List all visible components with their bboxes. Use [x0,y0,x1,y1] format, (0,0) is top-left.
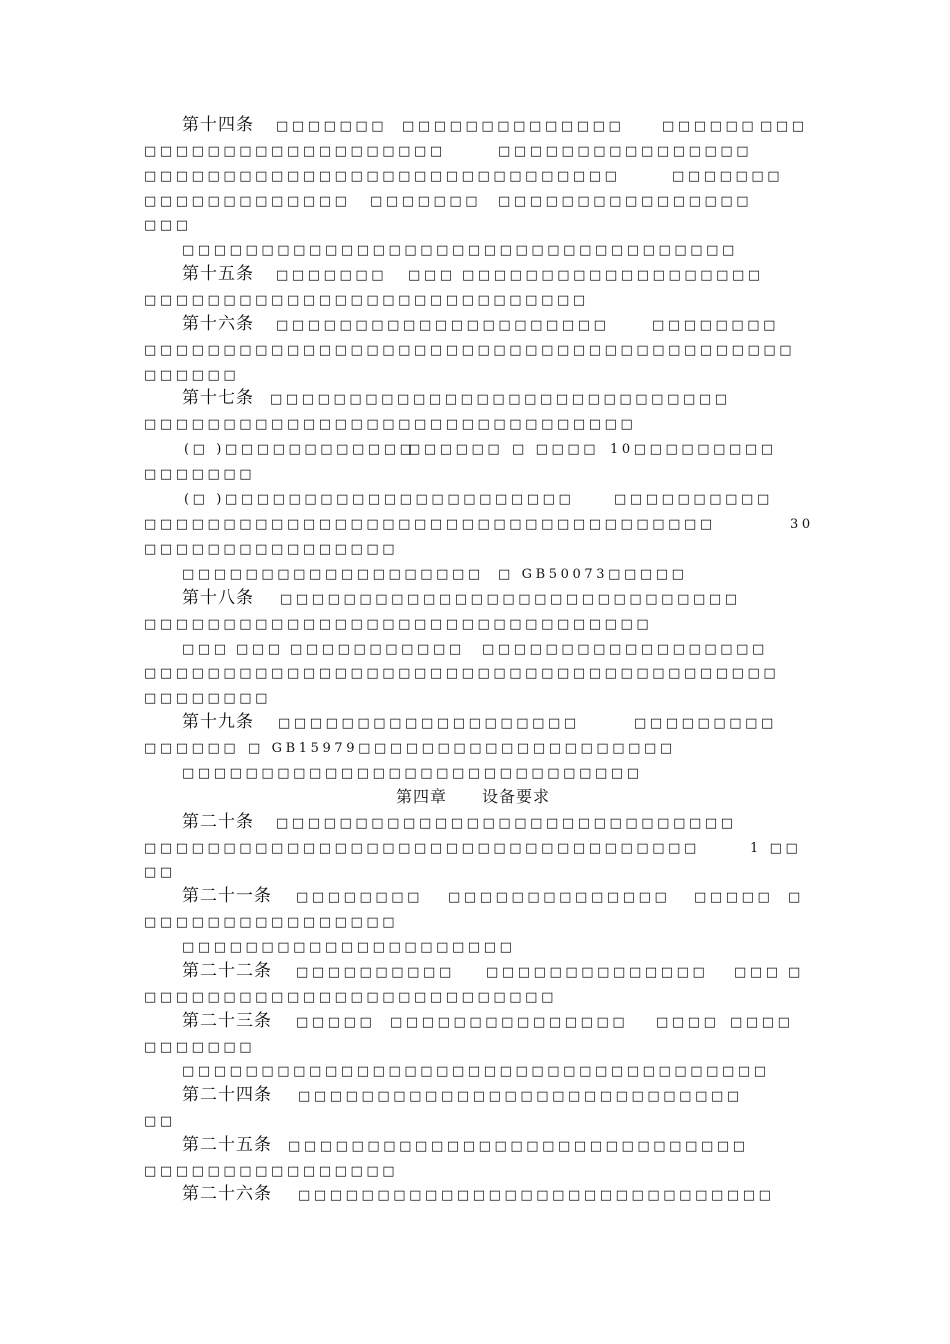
text-run: □□□□□□□□□□□□□□□□□□□□□□□□□□□□□ [270,392,731,407]
text-run: 30 [790,517,814,532]
article-23-heading: 第二十三条 [182,1011,272,1031]
text-run: □□□ [236,642,284,657]
article-26-heading: 第二十六条 [182,1184,272,1204]
text-run: □□□□□□□□□□□□□□□□□□□ [278,716,580,731]
text-run: □□□□□□□□□□□□□□□□□□□□□□□□□□□□□ [182,766,643,781]
text-run: □□□□□□□ [276,268,388,283]
text-run: □□□□□□□ [276,119,388,134]
text-run: □□ [144,1114,176,1129]
text-run: □□□□□□□□□□□□□□□□□□□ [462,268,764,283]
text-run: □□□ [760,119,808,134]
text-run: □□□□□□□□□□□□□ [144,194,351,209]
article-22-heading: 第二十二条 [182,961,272,981]
text-run: □□□ [144,218,192,233]
text-run: □□□□ [656,1015,720,1030]
article-17-heading: 第十七条 [182,388,254,408]
text-run: □□□□□□□□□□□ [290,642,465,657]
article-19-heading: 第十九条 [182,712,254,732]
article-18-heading: 第十八条 [182,588,254,608]
text-run: □□□□□□ [662,119,758,134]
text-run: □□□□□□□□□□□□□□□□□□□□□□□□□□□□□ [276,816,737,831]
text-run: □□□□□□□□□□□□□□□□□□□□□□□□□□□□□□ [298,1188,775,1203]
text-run: □□□□□□□□□□□□□□□□□□□□□□□□□□□□□□□□□□□□□□□□□ [144,343,796,358]
text-run: □□□□□□□□□□□□□□□□ [144,1164,399,1179]
text-run: □□□□□□□□□□□□□□□□ [144,542,399,557]
chapter-number: 第四章 [396,787,448,806]
text-run: □□□□□□□□□□□□□□□□□□□□□ [182,940,516,955]
text-run: □□□□□□ [144,741,240,756]
text-run: □□□□□□□□□□□□□□ [486,965,709,980]
text-run: □□□□□□□□□□□□□□□□□□□□□□□□□□□□□□□□□□□ [182,243,738,258]
text-run: □□□□□□□□□□ [296,965,455,980]
text-run: □□□□□ [694,890,774,905]
text-run: □□□□□□□□□□□□□□ [448,890,671,905]
text-run: □□□□□□□□ [144,691,272,706]
text-run: □□□ [182,642,230,657]
text-run: □□□□□□□□□□□□□□□□□□□□□□□□□□□□□□ [144,169,621,184]
text-run: □□□□□□□□□□□□□□□□□□□□□□□□□□□□ [298,1089,743,1104]
text-run: □ [788,965,804,980]
text-run: □ GB15979□□□□□□□□□□□□□□□□□□□□ [248,741,676,756]
text-run: □□□□□□□□ [652,318,780,333]
chapter-title: 设备要求 [482,787,551,806]
text-run: □□□□□□□□□□□□□□□□□□□□□□□□□□□□□ [288,1139,749,1154]
text-run: □□□□□□□□□□□□□□□□□□□□□□□□□□□□□□□□□□□□□□□□ [144,666,780,681]
text-run: 10□□□□□□□□□ [610,442,777,457]
article-14-heading: 第十四条 [182,115,254,135]
text-run: □□ [144,865,176,880]
text-run: □□□□□□□□□ [634,716,777,731]
text-run: □□□□□□ [408,442,504,457]
text-run: □□□ [734,965,782,980]
text-run: □□□ [408,268,456,283]
text-run: □□□□□□□□□□□□□□□□□□□□□□□□□□ [144,990,557,1005]
text-run: 1 □□ [750,841,802,856]
text-run: □□□□□□□□□□□□□□□□□□□□□□□□□□□□□□□□□□□□ [144,517,716,532]
text-run: □□□□□□□□□□□□□□□□ [498,144,753,159]
text-run: □□□□□□□ [144,467,256,482]
text-run: □□□□□□□□ [296,890,424,905]
text-run: □□□□□□□ [370,194,482,209]
text-run: □□□□□□□□□□□□□□□□□□□□□□□□□□□□ [144,293,589,308]
text-run: □ □□□□ [512,442,600,457]
article-16-heading: 第十六条 [182,314,254,334]
text-run: □□□□□□□□□□□□□□□□□□□□□□□□□□□□□□□□□□□ [144,841,700,856]
text-run: □□□□ [730,1015,794,1030]
article-15-heading: 第十五条 [182,264,254,284]
text-run: □□□□□□□□□□□□□□□□□□ [482,642,768,657]
text-run: □□□□□□□□□□□□□□□□□□□□□□□□□□□□□□□□□□□□□ [182,1064,770,1079]
text-run: □□□□□□ [144,368,240,383]
text-run: □□□□□□□□□□□□□□□□□□□□□□□□□□□□□□□ [144,417,637,432]
text-run: □ GB50073□□□□□ [498,567,688,582]
text-run: □□□□□□□□□□□□□□□□ [498,194,753,209]
text-run: (□ )□□□□□□□□□□□□ [184,442,416,457]
text-run: □ [788,890,804,905]
text-run: □□□□□□□□□□ [614,492,773,507]
article-24-heading: 第二十四条 [182,1085,272,1105]
text-run: □□□□□□□□□□□□□□□ [390,1015,629,1030]
article-21-heading: 第二十一条 [182,886,272,906]
text-run: (□ )□□□□□□□□□□□□□□□□□□□□□□ [184,492,575,507]
text-run: □□□□□□□□□□□□□□□□□□□ [182,567,484,582]
text-run: □□□□□ [296,1015,376,1030]
text-run: □□□□□□□□□□□□□□□□ [144,915,399,930]
text-run: □□□□□□□□□□□□□□□□□□□ [144,144,446,159]
article-25-heading: 第二十五条 [182,1135,272,1155]
text-run: □□□□□□□□□□□□□□□□□□□□□ [276,318,610,333]
text-run: □□□□□□□ [144,1040,256,1055]
article-20-heading: 第二十条 [182,812,254,832]
text-run: □□□□□□□□□□□□□□□□□□□□□□□□□□□□□ [280,592,741,607]
text-run: □□□□□□□□□□□□□□□□□□□□□□□□□□□□□□□□ [144,617,653,632]
text-run: □□□□□□□ [672,169,784,184]
text-run: □□□□□□□□□□□□□□ [402,119,625,134]
